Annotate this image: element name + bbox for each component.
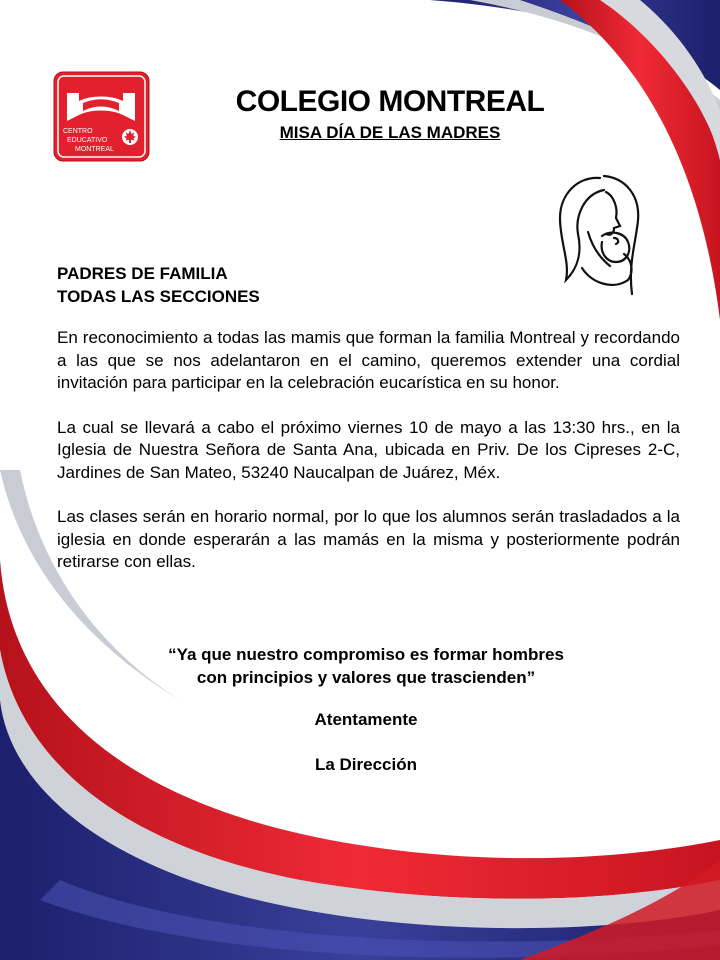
svg-text:MONTREAL: MONTREAL (75, 146, 114, 153)
quote-line-1: “Ya que nuestro compromiso es formar hombres (168, 645, 564, 664)
page-title: COLEGIO MONTREAL (235, 85, 545, 118)
closing: Atentamente (314, 710, 418, 729)
body-paragraph-3: Las clases serán en horario normal, por lo que los alumnos serán trasladados a la iglesia en donde esperarán a las mamás en la misma y posteriormente podrán retirarse con ellas. (57, 507, 680, 571)
page-subtitle: MISA DÍA DE LAS MADRES (279, 123, 501, 142)
svg-text:CENTRO: CENTRO (63, 128, 93, 135)
school-logo (53, 71, 150, 162)
body-paragraph-1: En reconocimiento a todas las mamis que forman la familia Montreal y recordando a las que se nos adelantaron en el camino, queremos extender una cordial invitación para participar en la celebración eucarística en su honor. (57, 328, 680, 392)
body-paragraph-2: La cual se llevará a cabo el próximo viernes 10 de mayo a las 13:30 hrs., en la Iglesia de Nuestra Señora de Santa Ana, ubicada en Priv. De los Cipreses 2-C, Jardines de San Mateo, 53240 Naucalpan de Juárez, Méx. (57, 417, 680, 482)
signature: La Dirección (314, 755, 418, 774)
addressee-line-2: TODAS LAS SECCIONES (57, 287, 260, 306)
svg-text:EDUCATIVO: EDUCATIVO (67, 137, 108, 144)
addressee (57, 262, 397, 308)
mother-child-icon (548, 172, 644, 302)
addressee-line-1: PADRES DE FAMILIA (57, 264, 228, 283)
quote-line-2: con principios y valores que trascienden” (196, 668, 536, 687)
letter-body (57, 327, 680, 596)
motto-quote (110, 643, 622, 689)
